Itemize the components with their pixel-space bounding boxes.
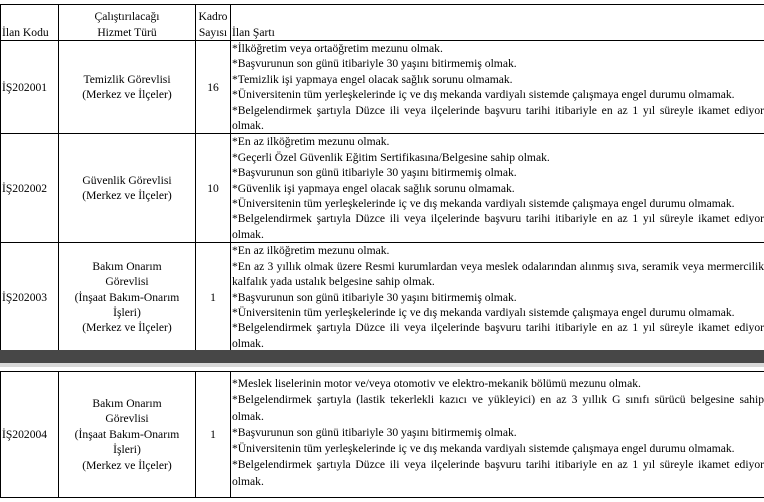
service-line: İşleri) [113,443,141,457]
service-line: (İnşaat Bakım-Onarım [74,290,180,304]
row-conditions [231,134,764,243]
row-service [59,41,196,134]
header-count-line2: Sayısı [198,25,228,39]
condition-item: *Üniversitenin tüm yerleşkelerinde iç ve dış mekanda vardiyalı sistemde çalışmaya engel durumu olmamak. [232,442,735,456]
row-code: İŞ202001 [1,41,59,134]
condition-item: *Belgelendirmek şartıyla Düzce ili veya ilçelerinde başvuru tarihi itibariyle en az 1 yıl süreyle ikamet ediyor olmak. [232,103,764,133]
row-service [59,372,196,498]
header-service-line2: Hizmet Türü [97,25,157,39]
condition-item: *Başvurunun son günü itibariyle 30 yaşını bitirmemiş olmak. [232,425,517,439]
condition-item: *Üniversitenin tüm yerleşkelerinde iç ve dış mekanda vardiyalı sistemde çalışmaya engel durumu olmamak. [232,305,735,319]
condition-item: *Üniversitenin tüm yerleşkelerinde iç ve dış mekanda vardiyalı sistemde çalışmaya engel durumu olmamak. [232,197,735,211]
row-code: İŞ202004 [1,372,59,498]
condition-item: *En az 3 yıllık olmak üzere Resmi kurumlardan veya meslek odalarından alınmış sıva, seramik veya mermercilik kalfalık yada ustalık belgesine sahip olmak. [232,259,764,289]
row-conditions [231,41,764,134]
service-line: Güvenlik Görevlisi [82,173,172,187]
page-separator-shadow [0,363,764,367]
row-count: 1 [196,243,231,352]
condition-item: *İlköğretim veya ortaöğretim mezunu olmak. [232,42,443,55]
condition-item: *Güvenlik işi yapmaya engel olacak sağlık sorunu olmamak. [232,181,515,195]
row-count: 16 [196,41,231,134]
service-line: (Merkez ve İlçeler) [82,88,172,102]
condition-item: *Üniversitenin tüm yerleşkelerinde iç ve dış mekanda vardiyalı sistemde çalışmaya engel durumu olmamak. [232,88,735,102]
service-line: Temizlik Görevlisi [83,72,171,86]
condition-item: *Başvurunun son günü itibariyle 30 yaşını bitirmemiş olmak. [232,166,517,180]
job-table-bottom [0,371,764,498]
table-row [1,372,764,498]
row-conditions [231,372,764,498]
condition-item: *Geçerli Özel Güvenlik Eğitim Sertifikasına/Belgesine sahip olmak. [232,150,550,164]
row-code: İŞ202002 [1,134,59,243]
condition-item: *En az ilköğretim mezunu olmak. [232,135,390,149]
row-code: İŞ202003 [1,243,59,352]
header-service [59,5,196,41]
row-conditions [231,243,764,352]
header-service-line1: Çalıştırılacağı [94,10,160,24]
table-row [1,41,764,134]
service-line: İşleri) [113,305,141,319]
condition-item: *Belgelendirmek şartıyla Düzce ili veya ilçelerinde başvuru tarihi itibariyle en az 1 yıl süreyle ikamet ediyor olmak. [232,321,764,350]
header-row [1,5,764,41]
condition-item: *Meslek liselerinin motor ve/veya otomotiv ve elektro-mekanik bölümü mezunu olmak. [232,377,641,390]
header-condition: İlan Şartı [231,5,764,41]
condition-item: *Temizlik işi yapmaya engel olacak sağlık sorunu olmamak. [232,72,513,86]
condition-item: *Belgelendirmek şartıyla Düzce ili veya ilçelerinde başvuru tarihi itibariyle en az 1 yıl süreyle ikamet ediyor olmak. [232,212,764,241]
condition-item: *Belgelendirmek şartıyla (lastik tekerlekli kazıcı ve yükleyici) en az 3 yıllık G sınıfı sürücü belgesine sahip olmak. [232,393,764,423]
service-line: (İnşaat Bakım-Onarım [74,427,180,441]
condition-item: *En az ilköğretim mezunu olmak. [232,244,390,258]
row-service [59,134,196,243]
service-line: Görevlisi [105,412,149,426]
table-row [1,243,764,352]
service-line: Bakım Onarım [92,259,162,273]
page-separator [0,350,764,363]
header-count-line1: Kadro [198,10,228,24]
service-line: Görevlisi [105,275,149,289]
condition-item: *Belgelendirmek şartıyla Düzce ili veya ilçelerinde başvuru tarihi itibariyle en az 1 yıl süreyle ikamet ediyor olmak. [232,458,764,488]
job-table-top [0,4,764,352]
service-line: (Merkez ve İlçeler) [82,458,172,472]
header-code: İlan Kodu [1,5,59,41]
row-count: 1 [196,372,231,498]
header-count [196,5,231,41]
service-line: (Merkez ve İlçeler) [82,189,172,203]
row-service [59,243,196,352]
service-line: (Merkez ve İlçeler) [82,321,172,335]
condition-item: *Başvurunun son günü itibariyle 30 yaşını bitirmemiş olmak. [232,57,517,71]
row-count: 10 [196,134,231,243]
condition-item: *Başvurunun son günü itibariyle 30 yaşını bitirmemiş olmak. [232,290,517,304]
service-line: Bakım Onarım [92,396,162,410]
table-row [1,134,764,243]
